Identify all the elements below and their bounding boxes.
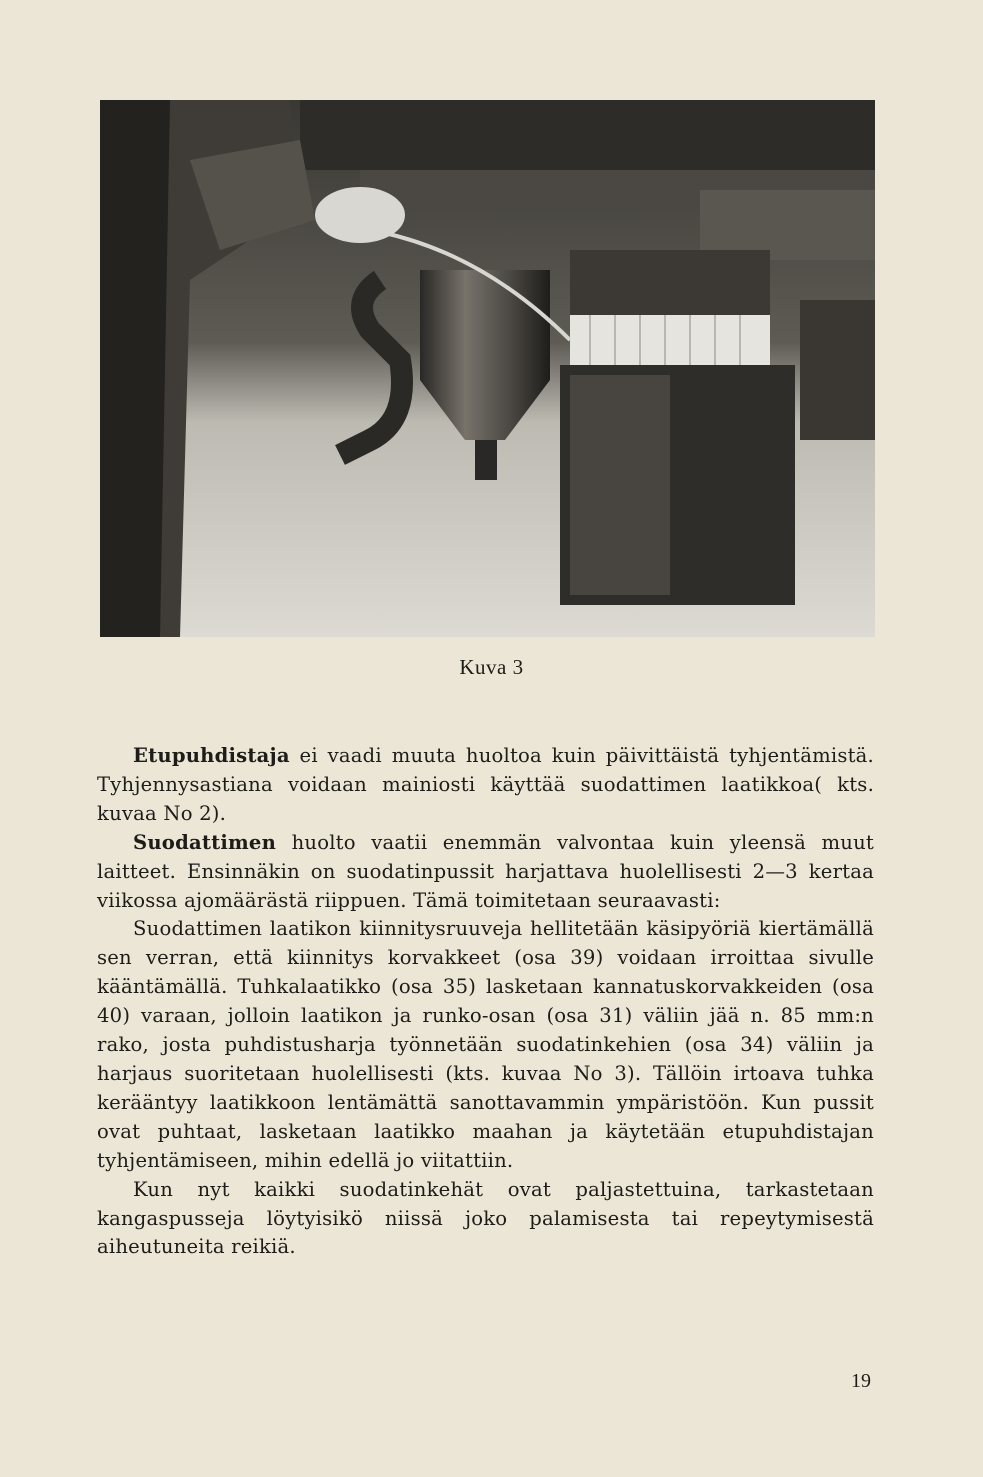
paragraph-text: huolto vaatii enemmän valvontaa kuin yleensä muut laitteet. Ensinnäkin on suodatinpussit harjattava huolellisesti 2—3 kertaa viikossa ajomäärästä riippuen. Tämä toimitetaan seuraavasti: (97, 830, 874, 912)
paragraph-lead: Etupuhdistaja (133, 744, 290, 767)
page-number: 19 (851, 1370, 871, 1392)
figure-photo (100, 100, 875, 637)
paragraph (97, 742, 874, 829)
photo-filter-cleaning-icon (100, 100, 875, 637)
paragraph-text: Kun nyt kaikki suodatinkehät ovat paljastettuina, tarkastetaan kangaspusseja löytyisikö niissä joko palamisesta tai repeytymisestä aiheutuneita reikiä. (97, 1177, 874, 1259)
paragraph-text: ei vaadi muuta huoltoa kuin päivittäistä tyhjentämistä. Tyhjennysastiana voidaan mainiosti käyttää suodattimen laatikkoa( kts. kuvaa No 2). (97, 744, 874, 825)
paragraph (97, 829, 874, 916)
figure-caption: Kuva 3 (459, 655, 524, 679)
paragraph (97, 1176, 874, 1263)
paragraph (97, 915, 874, 1175)
body-text (97, 742, 874, 1262)
paragraph-text: Suodattimen laatikon kiinnitysruuveja hellitetään käsipyöriä kiertämällä sen verran, että kiinnitys korvakkeet (osa 39) voidaan irroittaa sivulle kääntämällä. Tuhkalaatikko (osa 35) lasketaan kannatuskorvakkeiden (osa 40) varaan, jolloin laatikon ja runko-osan (osa 31) väliin jää n. 85 mm:n rako, josta puhdistusharja työnnetään suodatinkehien (osa 34) väliin ja harjaus suoritetaan huolellisesti (kts. kuvaa No 3). Tällöin irtoava tuhka kerääntyy laatikkoon lentämättä sanottavammin ympäristöön. Kun pussit ovat puhtaat, lasketaan laatikko maahan ja käytetään etupuhdistajan tyhjentämiseen, mihin edellä jo viitattiin. (97, 917, 874, 1172)
paragraph-lead: Suodattimen (133, 830, 277, 854)
